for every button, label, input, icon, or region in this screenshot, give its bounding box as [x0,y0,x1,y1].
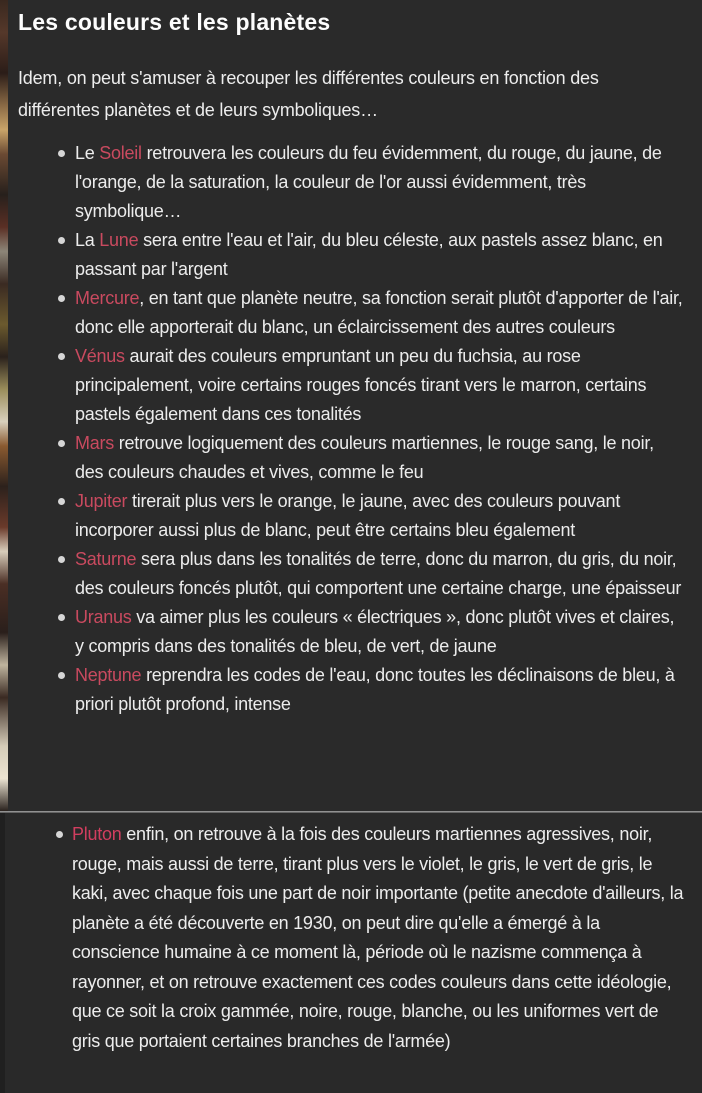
planet-list-item [75,545,686,603]
background-image-edge [0,0,8,811]
item-text: tirerait plus vers le orange, le jaune, avec des couleurs pouvant incorporer aussi plus de blanc, peut être certains bleu également [75,491,621,540]
intro-paragraph: Idem, on peut s'amuser à recouper les différentes couleurs en fonction des différentes planètes et de leurs symboliques… [18,68,599,120]
planet-link-soleil[interactable]: Soleil [99,143,142,163]
item-prefix: Le [75,143,100,163]
planet-link-lune[interactable]: Lune [99,230,139,250]
planet-list [8,126,702,719]
item-text: aurait des couleurs empruntant un peu du fuchsia, au rose principalement, voire certains rouges foncés tirant vers le marron, certains pastels également dans ces tonalités [75,346,647,424]
planet-list-bottom [0,813,702,1056]
item-text: enfin, on retrouve à la fois des couleurs martiennes agressives, noir, rouge, mais aussi de terre, tirant plus vers le violet, le gris, le vert de gris, le kaki, avec chaque fois une part de noir importante (petite anecdote d'ailleurs, la planète a été découverte en 1930, on peut dire qu'elle a émergé à la conscience humaine à ce moment là, période où le nazisme commença à rayonner, et on retrouve exactement ces codes couleurs dans cette idéologie, que ce soit la croix gammée, noire, rouge, blanche, ou les uniformes vert de gris que portaient certaines branches de l'armée) [72,824,684,1051]
item-text: va aimer plus les couleurs « électriques », donc plutôt vives et claires, y compris dans des tonalités de bleu, de vert, de jaune [75,607,675,656]
item-prefix: La [75,230,100,250]
article-bottom-section [0,813,702,1093]
planet-link-neptune[interactable]: Neptune [75,665,142,685]
planet-link-mars[interactable]: Mars [75,433,114,453]
planet-link-venus[interactable]: Vénus [75,346,125,366]
planet-list-item [75,342,686,429]
planet-list-item [75,661,686,719]
article-content [8,0,702,719]
planet-list-item [75,603,686,661]
planet-link-saturne[interactable]: Saturne [75,549,137,569]
left-edge-shade [0,813,5,1093]
item-text: sera entre l'eau et l'air, du bleu céleste, aux pastels assez blanc, en passant par l'argent [75,230,663,279]
planet-list-item [75,226,686,284]
planet-link-jupiter[interactable]: Jupiter [75,491,128,511]
item-text: sera plus dans les tonalités de terre, donc du marron, du gris, du noir, des couleurs foncés plutôt, qui comportent une certaine charge, une épaisseur [75,549,682,598]
planet-list-item [75,284,686,342]
planet-list-item [75,429,686,487]
planet-list-item [72,820,688,1056]
item-text: reprendra les codes de l'eau, donc toutes les déclinaisons de bleu, à priori plutôt profond, intense [75,665,675,714]
planet-link-pluton[interactable]: Pluton [72,824,122,844]
planet-link-uranus[interactable]: Uranus [75,607,132,627]
planet-link-mercure[interactable]: Mercure [75,288,140,308]
page-title: Les couleurs et les planètes [18,9,331,35]
planet-list-item [75,487,686,545]
planet-list-item [75,139,686,226]
item-text: , en tant que planète neutre, sa fonction serait plutôt d'apporter de l'air, donc elle apporterait du blanc, un éclaircissement des autres couleurs [75,288,683,337]
item-text: retrouvera les couleurs du feu évidemment, du rouge, du jaune, de l'orange, de la saturation, la couleur de l'or aussi évidemment, très symbolique… [75,143,662,221]
item-text: retrouve logiquement des couleurs martiennes, le rouge sang, le noir, des couleurs chaudes et vives, comme le feu [75,433,654,482]
